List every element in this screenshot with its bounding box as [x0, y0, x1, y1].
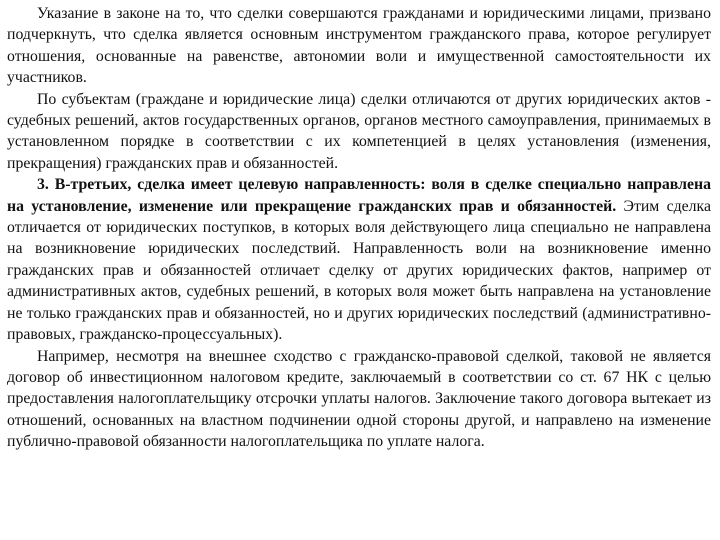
paragraph-3-bold-lead: 3. В-третьих, сделка имеет целевую направленность: воля в сделке специально направлена на установление, изменение или прекращение гражданских прав и обязанностей.: [7, 176, 711, 215]
paragraph-4-text: Например, несмотря на внешнее сходство с гражданско-правовой сделкой, таковой не является договор об инвестиционном налоговом кредите, заключаемый в соответствии со ст. 67 НК с целью предоставления налогоплательщику отсрочки уплаты налогов. Заключение такого договора вытекает из отношений, основанных на властном подчинении одной стороны другой, и направлено на изменение публично-правовой обязанности налогоплательщика по уплате налога.: [7, 347, 711, 451]
paragraph-2-text: По субъектам (граждане и юридические лица) сделки отличаются от других юридических актов - судебных решений, актов государственных органов, органов местного самоуправления, принимаемых в установленном порядке в соответствии с их компетенцией в целях установления (изменения, прекращения) гражданских прав и обязанностей.: [7, 90, 711, 172]
paragraph-1-text: Указание в законе на то, что сделки совершаются гражданами и юридическими лицами, призвано подчеркнуть, что сделка является основным инструментом гражданского права, которое регулирует отношения, основанные на равенстве, автономии воли и имущественной самостоятельности их участников.: [7, 5, 711, 87]
paragraph-3: [7, 174, 711, 345]
paragraph-4: [7, 346, 711, 453]
paragraph-3-text: Этим сделка отличается от юридических поступков, в которых воля действующего лица специально не направлена на возникновение юридических последствий. Направленность воли на возникновение именно гражданских прав и обязанностей отличает сделку от других юридических фактов, например от административных актов, судебных решений, в которых воля может быть направлена на установление не только гражданских прав и обязанностей, но и других юридических последствий (административно-правовых, гражданско-процессуальных).: [7, 197, 711, 344]
paragraph-2: [7, 89, 711, 175]
paragraph-1: [7, 3, 711, 89]
